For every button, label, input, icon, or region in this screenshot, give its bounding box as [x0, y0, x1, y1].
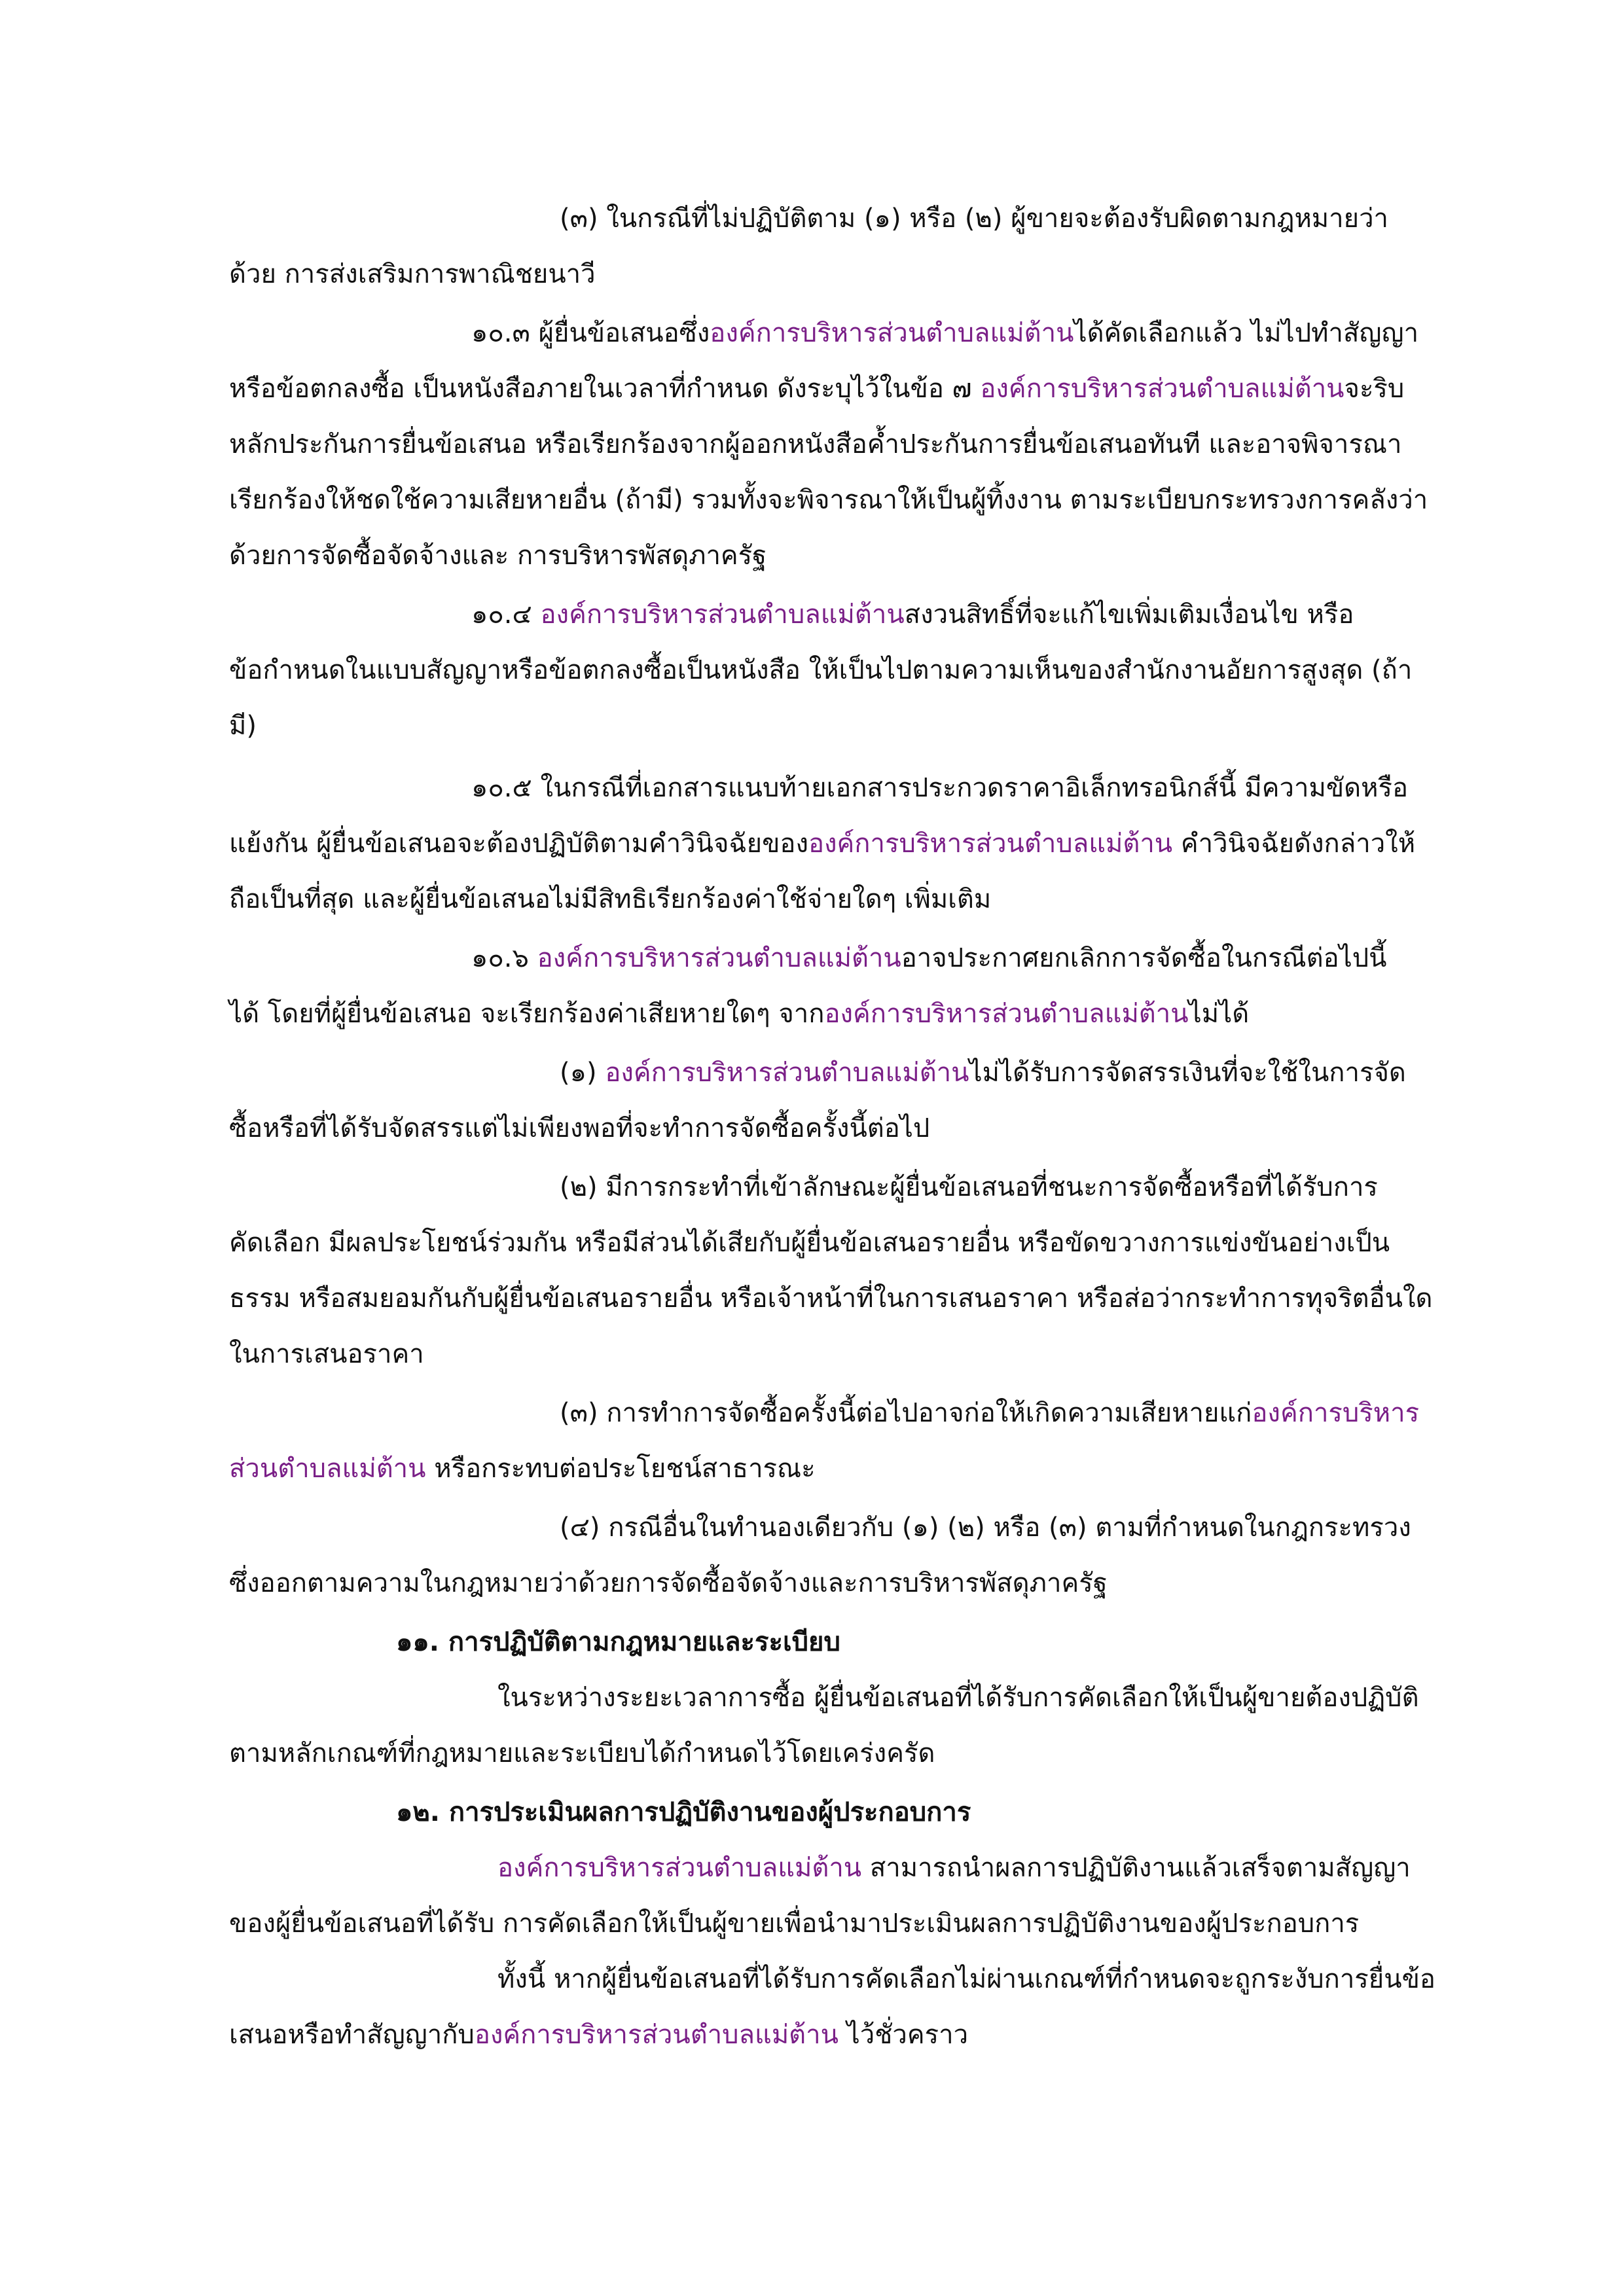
text-line: ด้วยการจัดซื้อจัดจ้างและ การบริหารพัสดุภาครัฐ — [229, 541, 767, 571]
text-line: ข้อกำหนดในแบบสัญญาหรือข้อตกลงซื้อเป็นหนังสือ ให้เป็นไปตามความเห็นของสำนักงานอัยการสูงสุด (ถ้า — [229, 655, 1413, 685]
org-name: องค์การบริหารส่วนตำบลแม่ต้าน — [980, 374, 1344, 404]
org-name: องค์การบริหารส่วนตำบลแม่ต้าน — [537, 943, 901, 973]
sub-clause-2: (๒) มีการกระทำที่เข้าลักษณะผู้ยื่นข้อเสนอที่ชนะการจัดซื้อหรือที่ได้รับการ — [560, 1172, 1378, 1202]
org-name: องค์การบริหารส่วนตำบลแม่ต้าน — [540, 600, 905, 630]
org-name: องค์การบริหารส่วนตำบลแม่ต้าน — [497, 1853, 862, 1883]
sub-clause-1: (๑) องค์การบริหารส่วนตำบลแม่ต้านไม่ได้รับการจัดสรรเงินที่จะใช้ในการจัด — [560, 1058, 1406, 1088]
text-line: ในระหว่างระยะเวลาการซื้อ ผู้ยื่นข้อเสนอที่ได้รับการคัดเลือกให้เป็นผู้ขายต้องปฏิบัติ — [497, 1683, 1419, 1713]
org-name: องค์การบริหารส่วนตำบลแม่ต้าน — [605, 1058, 969, 1088]
text-line: ในการเสนอราคา — [229, 1339, 424, 1369]
text-line: ส่วนตำบลแม่ต้าน หรือกระทบต่อประโยชน์สาธารณะ — [229, 1454, 816, 1484]
text-line: หรือข้อตกลงซื้อ เป็นหนังสือภายในเวลาที่กำหนด ดังระบุไว้ในข้อ ๗ องค์การบริหารส่วนตำบลแม่ต้านจะริบ — [229, 374, 1405, 404]
clause-10-6: ๑๐.๖ องค์การบริหารส่วนตำบลแม่ต้านอาจประกาศยกเลิกการจัดซื้อในกรณีต่อไปนี้ — [471, 943, 1387, 973]
org-name: องค์การบริหารส่วนตำบลแม่ต้าน — [474, 2020, 839, 2050]
text-line: องค์การบริหารส่วนตำบลแม่ต้าน สามารถนำผลการปฏิบัติงานแล้วเสร็จตามสัญญา — [497, 1853, 1411, 1883]
text-line: (๓) ในกรณีที่ไม่ปฏิบัติตาม (๑) หรือ (๒) ผู้ขายจะต้องรับผิดตามกฎหมายว่า — [560, 204, 1388, 234]
text-line: ธรรม หรือสมยอมกันกับผู้ยื่นข้อเสนอรายอื่น หรือเจ้าหน้าที่ในการเสนอราคา หรือส่อว่ากระทำการทุจริตอื่นใด — [229, 1283, 1433, 1314]
text-line: ตามหลักเกณฑ์ที่กฎหมายและระเบียบได้กำหนดไว้โดยเคร่งครัด — [229, 1738, 935, 1768]
org-name: องค์การบริหารส่วนตำบลแม่ต้าน — [710, 318, 1074, 348]
text-line: หลักประกันการยื่นข้อเสนอ หรือเรียกร้องจากผู้ออกหนังสือค้ำประกันการยื่นข้อเสนอทันที และอาจพิจารณา — [229, 429, 1402, 459]
text-line: ซึ่งออกตามความในกฎหมายว่าด้วยการจัดซื้อจัดจ้างและการบริหารพัสดุภาครัฐ — [229, 1568, 1108, 1598]
text-line: คัดเลือก มีผลประโยชน์ร่วมกัน หรือมีส่วนได้เสียกับผู้ยื่นข้อเสนอรายอื่น หรือขัดขวางการแข่งขันอย่างเป็น — [229, 1228, 1390, 1258]
text-line: ด้วย การส่งเสริมการพาณิชยนาวี — [229, 259, 596, 289]
clause-10-4: ๑๐.๔ องค์การบริหารส่วนตำบลแม่ต้านสงวนสิทธิ์ที่จะแก้ไขเพิ่มเติมเงื่อนไข หรือ — [471, 600, 1354, 630]
org-name: องค์การบริหารส่วนตำบลแม่ต้าน — [824, 999, 1189, 1029]
text-line: เสนอหรือทำสัญญากับองค์การบริหารส่วนตำบลแม่ต้าน ไว้ชั่วคราว — [229, 2020, 969, 2050]
text-line: ถือเป็นที่สุด และผู้ยื่นข้อเสนอไม่มีสิทธิเรียกร้องค่าใช้จ่ายใดๆ เพิ่มเติม — [229, 884, 992, 914]
section-heading-11: ๑๑. การปฏิบัติตามกฎหมายและระเบียบ — [396, 1627, 840, 1657]
text-line: แย้งกัน ผู้ยื่นข้อเสนอจะต้องปฏิบัติตามคำวินิจฉัยขององค์การบริหารส่วนตำบลแม่ต้าน คำวินิจฉัยดังกล่าวให้ — [229, 829, 1416, 859]
section-heading-12: ๑๒. การประเมินผลการปฏิบัติงานของผู้ประกอบการ — [396, 1797, 971, 1827]
text-line: ซื้อหรือที่ได้รับจัดสรรแต่ไม่เพียงพอที่จะทำการจัดซื้อครั้งนี้ต่อไป — [229, 1113, 930, 1143]
clause-10-5: ๑๐.๕ ในกรณีที่เอกสารแนบท้ายเอกสารประกวดราคาอิเล็กทรอนิกส์นี้ มีความขัดหรือ — [471, 773, 1409, 803]
org-name: องค์การบริหาร — [1252, 1398, 1420, 1428]
text-line: ทั้งนี้ หากผู้ยื่นข้อเสนอที่ได้รับการคัดเลือกไม่ผ่านเกณฑ์ที่กำหนดจะถูกระงับการยื่นข้อ — [497, 1964, 1435, 1994]
text-line: มี) — [229, 711, 257, 741]
org-name: องค์การบริหารส่วนตำบลแม่ต้าน — [808, 829, 1173, 859]
sub-clause-4: (๔) กรณีอื่นในทำนองเดียวกับ (๑) (๒) หรือ (๓) ตามที่กำหนดในกฎกระทรวง — [560, 1513, 1411, 1543]
org-name: ส่วนตำบลแม่ต้าน — [229, 1454, 426, 1484]
clause-10-3: ๑๐.๓ ผู้ยื่นข้อเสนอซึ่งองค์การบริหารส่วนตำบลแม่ต้านได้คัดเลือกแล้ว ไม่ไปทำสัญญา — [471, 318, 1419, 348]
sub-clause-3: (๓) การทำการจัดซื้อครั้งนี้ต่อไปอาจก่อให้เกิดความเสียหายแก่องค์การบริหาร — [560, 1398, 1420, 1428]
text-line: ได้ โดยที่ผู้ยื่นข้อเสนอ จะเรียกร้องค่าเสียหายใดๆ จากองค์การบริหารส่วนตำบลแม่ต้านไม่ได้ — [229, 999, 1250, 1029]
text-line: ของผู้ยื่นข้อเสนอที่ได้รับ การคัดเลือกให้เป็นผู้ขายเพื่อนำมาประเมินผลการปฏิบัติงานของผู้ประกอบการ — [229, 1909, 1360, 1939]
text-line: เรียกร้องให้ชดใช้ความเสียหายอื่น (ถ้ามี) รวมทั้งจะพิจารณาให้เป็นผู้ทิ้งงาน ตามระเบียบกระทรวงการคลังว่า — [229, 485, 1428, 515]
